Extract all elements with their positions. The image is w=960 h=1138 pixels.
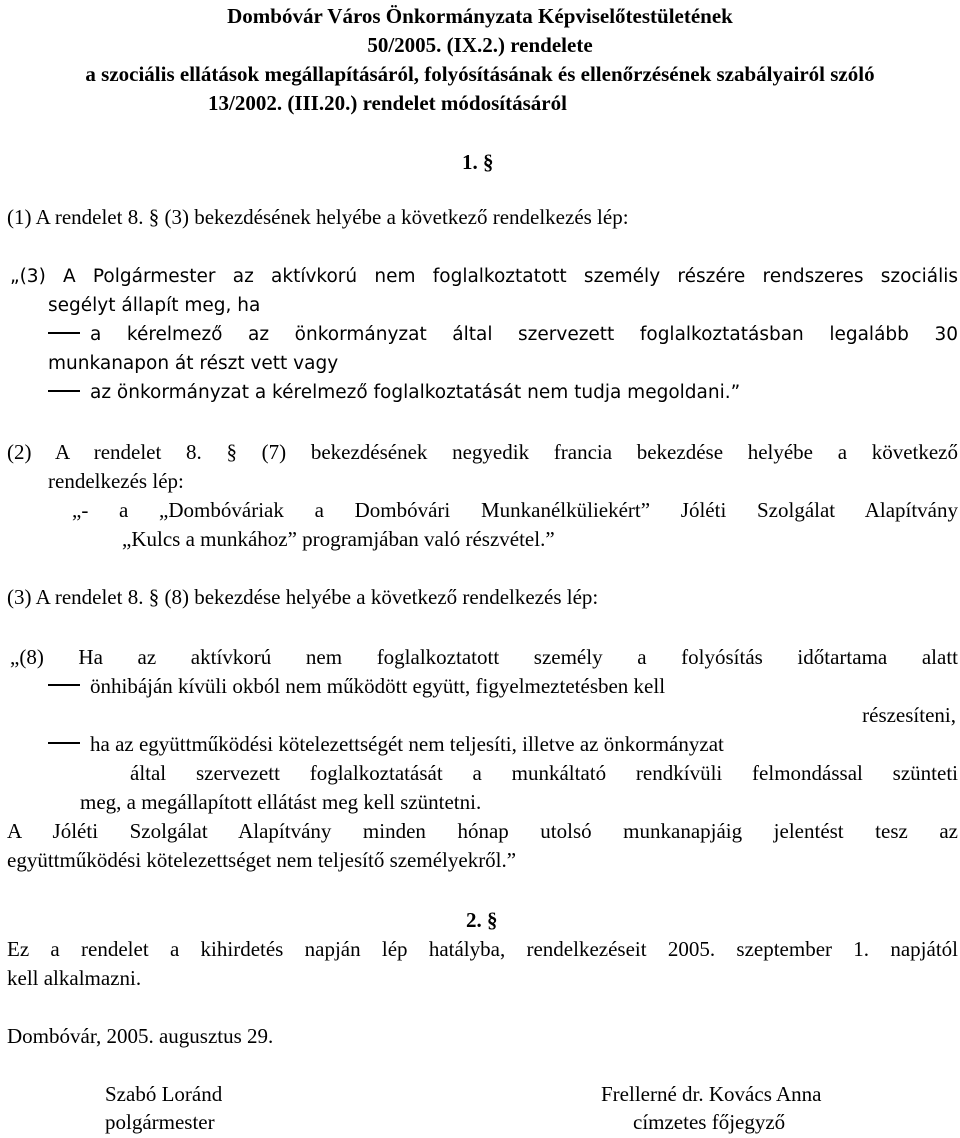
signature-left-title: polgármester	[105, 1110, 215, 1134]
paragraph-2-line-1: (2) A rendelet 8. § (7) bekezdésének negyedik francia bekezdése helyébe a következő	[7, 440, 958, 464]
item-c-line-1: önhibáján kívüli okból nem működött együtt, figyelmeztetésben kell	[90, 674, 666, 698]
paragraph-2-quote-line-2: „Kulcs a munkához” programjában való részvétel.”	[122, 527, 555, 551]
section-2-line-2: kell alkalmazni.	[7, 966, 142, 990]
signature-right-name: Frellerné dr. Kovács Anna	[601, 1082, 822, 1106]
quote-8-line-1: „(8) Ha az aktívkorú nem foglalkoztatott személy a folyósítás időtartama alatt	[10, 645, 958, 669]
paragraph-2-line-2: rendelkezés lép:	[48, 469, 184, 493]
quote-3-line-2: segélyt állapít meg, ha	[48, 295, 261, 316]
dash-bullet	[48, 332, 80, 334]
list-item-b	[48, 378, 740, 407]
item-d-line-3: meg, a megállapított ellátást meg kell szüntetni.	[80, 790, 482, 814]
signature-right-title: címzetes főjegyző	[633, 1110, 786, 1134]
signature-left-name: Szabó Loránd	[105, 1082, 223, 1106]
paragraph-2-quote-line-1: „- a „Dombóváriak a Dombóvári Munkanélküliekért” Jóléti Szolgálat Alapítvány	[72, 498, 958, 522]
quote-3-line-1: „(3) A Polgármester az aktívkorú nem foglalkoztatott személy részére rendszeres szociális	[10, 266, 958, 287]
closing-line-2: együttműködési kötelezettséget nem teljesítő személyekről.”	[7, 848, 517, 872]
closing-line-1: A Jóléti Szolgálat Alapítvány minden hónap utolsó munkanapjáig jelentést tesz az	[7, 819, 958, 843]
section-1-heading: 1. §	[462, 150, 494, 174]
header-line-2: 50/2005. (IX.2.) rendelete	[367, 33, 593, 57]
list-item-c	[48, 672, 665, 701]
item-a-line-2: munkanapon át részt vett vagy	[48, 353, 339, 374]
header-line-4: 13/2002. (III.20.) rendelet módosításáról	[208, 91, 567, 115]
list-item-a	[48, 320, 958, 349]
item-d-line-1: ha az együttműködési kötelezettségét nem teljesíti, illetve az önkormányzat	[90, 732, 724, 756]
section-2-heading: 2. §	[466, 908, 498, 932]
dash-bullet	[48, 390, 80, 392]
dash-bullet	[48, 684, 80, 686]
paragraph-1: (1) A rendelet 8. § (3) bekezdésének helyébe a következő rendelkezés lép:	[7, 205, 629, 229]
item-a-line-1: a kérelmező az önkormányzat által szervezett foglalkoztatásban legalább 30	[90, 324, 958, 345]
header-line-1: Dombóvár Város Önkormányzata Képviselőtestületének	[227, 4, 733, 28]
item-c-line-2: részesíteni,	[862, 703, 956, 727]
dash-bullet	[48, 742, 80, 744]
place-date: Dombóvár, 2005. augusztus 29.	[7, 1024, 274, 1048]
list-item-d	[48, 730, 724, 759]
paragraph-3: (3) A rendelet 8. § (8) bekezdése helyébe a következő rendelkezés lép:	[7, 585, 599, 609]
header-line-3: a szociális ellátások megállapításáról, folyósításának és ellenőrzésének szabályairól szóló	[85, 62, 875, 86]
section-2-line-1: Ez a rendelet a kihirdetés napján lép hatályba, rendelkezéseit 2005. szeptember 1. napjától	[7, 937, 958, 961]
item-d-line-2: által szervezett foglalkoztatását a munkáltató rendkívüli felmondással szünteti	[130, 761, 958, 785]
item-b-text: az önkormányzat a kérelmező foglalkoztatását nem tudja megoldani.”	[90, 382, 741, 403]
